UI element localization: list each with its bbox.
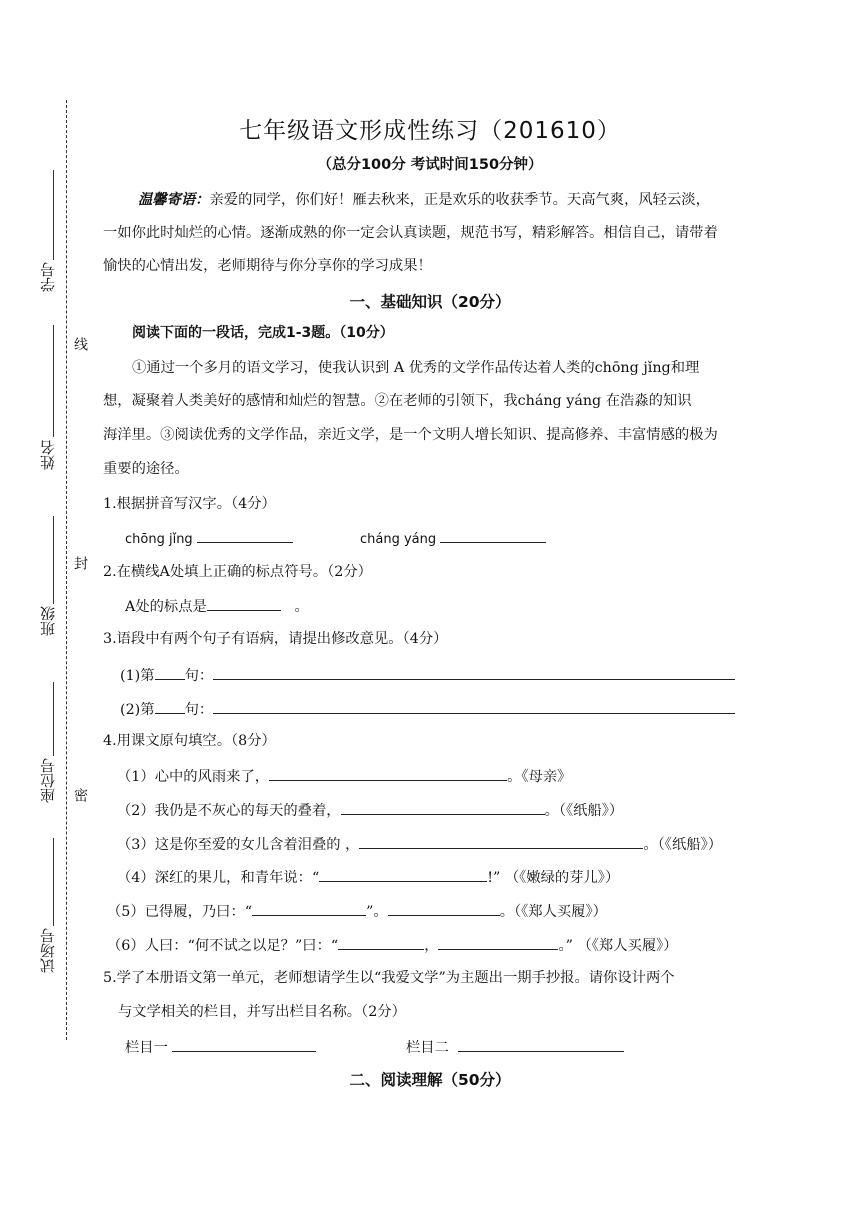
q1-pinyin-b: cháng yáng <box>360 527 546 550</box>
side-label-seat-number: 座位号 <box>39 758 57 803</box>
passage-line-4: 重要的途径。 <box>103 461 189 477</box>
side-blank-exam-room <box>53 838 54 926</box>
q4-5-blank-a[interactable] <box>252 900 366 916</box>
passage-line-3: 海洋里。③阅读优秀的文学作品，亲近文学，是一个文明人增长知识、提高修养、丰富情感的极为 <box>103 427 718 443</box>
q4-4-blank[interactable] <box>319 866 487 882</box>
question-1: 1.根据拼音写汉字。（4分） <box>103 496 276 512</box>
q3-item-2: (2)第 句： <box>120 698 735 720</box>
question-5-line-2: 与文学相关的栏目，并写出栏目名称。（2分） <box>118 1004 406 1020</box>
greeting-line-1: 温馨寄语：亲爱的同学，你们好！雁去秋来，正是欢乐的收获季节。天高气爽，风轻云淡， <box>138 192 710 208</box>
section-heading-reading: 二、阅读理解（50分） <box>349 1071 511 1089</box>
side-blank-seat-number <box>53 682 54 756</box>
q1-answer-b-blank[interactable] <box>440 527 546 543</box>
side-label-student-number: 学号 <box>39 262 57 292</box>
q4-5-blank-b[interactable] <box>388 900 500 916</box>
section-heading-basic: 一、基础知识（20分） <box>349 293 511 311</box>
seal-char-secret: 密 <box>72 788 88 802</box>
instruction: 阅读下面的一段话，完成1-3题。（10分） <box>132 325 394 341</box>
q4-item-4: （4）深红的果儿，和青年说：“ !” （《嫩绿的芽儿》） <box>117 866 619 888</box>
q3-2-sentence-blank[interactable] <box>155 698 185 714</box>
q4-3-blank[interactable] <box>359 833 643 849</box>
q4-6-blank-a[interactable] <box>338 934 424 950</box>
q4-item-1: （1）心中的风雨来了， 。《母亲》 <box>117 765 571 787</box>
q3-2-answer-blank[interactable] <box>213 698 735 714</box>
q4-item-3: （3）这是你至爱的女儿含着泪叠的 ， 。（《纸船》） <box>117 833 722 855</box>
side-blank-class <box>53 516 54 604</box>
q5-column-1-blank[interactable] <box>172 1036 316 1052</box>
q5-column-2: 栏目二 <box>406 1036 624 1058</box>
greeting-line-2: 一如你此时灿烂的心情。逐渐成熟的你一定会认真读题，规范书写，精彩解答。相信自己，请带着 <box>103 225 718 241</box>
q4-item-5: （5）已得履，乃曰：“ ”。 。（《郑人买履》） <box>107 900 607 922</box>
q4-6-blank-b[interactable] <box>438 934 558 950</box>
passage-line-2: 想，凝聚着人类美好的感情和灿烂的智慧。②在老师的引领下，我cháng yáng 在浩淼的知识 <box>103 393 692 409</box>
page-title: 七年级语文形成性练习（201610） <box>239 118 621 144</box>
seal-char-line: 线 <box>72 337 88 351</box>
binding-dashed-line <box>66 100 67 1040</box>
side-label-class: 班级 <box>39 606 57 636</box>
greeting-label: 温馨寄语： <box>138 192 210 208</box>
question-5-line-1: 5.学了本册语文第一单元，老师想请学生以“我爱文学”为主题出一期手抄报。请你设计两个 <box>103 970 675 986</box>
side-label-exam-room: 试场号 <box>39 928 57 973</box>
side-label-name: 姓名 <box>39 440 57 470</box>
question-2: 2.在横线A处填上正确的标点符号。（2分） <box>103 564 372 580</box>
q5-column-2-blank[interactable] <box>458 1036 624 1052</box>
q4-2-blank[interactable] <box>341 799 545 815</box>
side-blank-name <box>53 325 54 437</box>
q4-1-blank[interactable] <box>269 765 507 781</box>
q5-column-1: 栏目一 <box>125 1036 316 1058</box>
passage-line-1: ①通过一个多月的语文学习，使我认识到 A 优秀的文学作品传达着人类的chōng jǐng和理 <box>132 360 700 376</box>
seal-char-seal: 封 <box>72 556 88 570</box>
q3-1-sentence-blank[interactable] <box>155 664 185 680</box>
q3-1-answer-blank[interactable] <box>213 664 735 680</box>
question-4: 4.用课文原句填空。（8分） <box>103 733 276 749</box>
page-subtitle: （总分100分 考试时间150分钟） <box>317 157 543 173</box>
q1-pinyin-a: chōng jǐng <box>125 527 293 550</box>
greeting-line-3: 愉快的心情出发，老师期待与你分享你的学习成果！ <box>103 258 432 274</box>
q1-answer-a-blank[interactable] <box>197 527 293 543</box>
q4-item-2: （2）我仍是不灰心的每天的叠着， 。（《纸船》） <box>117 799 623 821</box>
q2-answer-line: A处的标点是 。 <box>125 595 309 617</box>
q4-item-6: （6）人曰：“何不试之以足？”曰：“ ， 。” （《郑人买履》） <box>107 934 678 956</box>
side-blank-student-number <box>53 170 54 260</box>
question-3: 3.语段中有两个句子有语病，请提出修改意见。（4分） <box>103 631 448 647</box>
q3-item-1: (1)第 句： <box>120 664 735 686</box>
q2-answer-blank[interactable] <box>207 595 281 611</box>
